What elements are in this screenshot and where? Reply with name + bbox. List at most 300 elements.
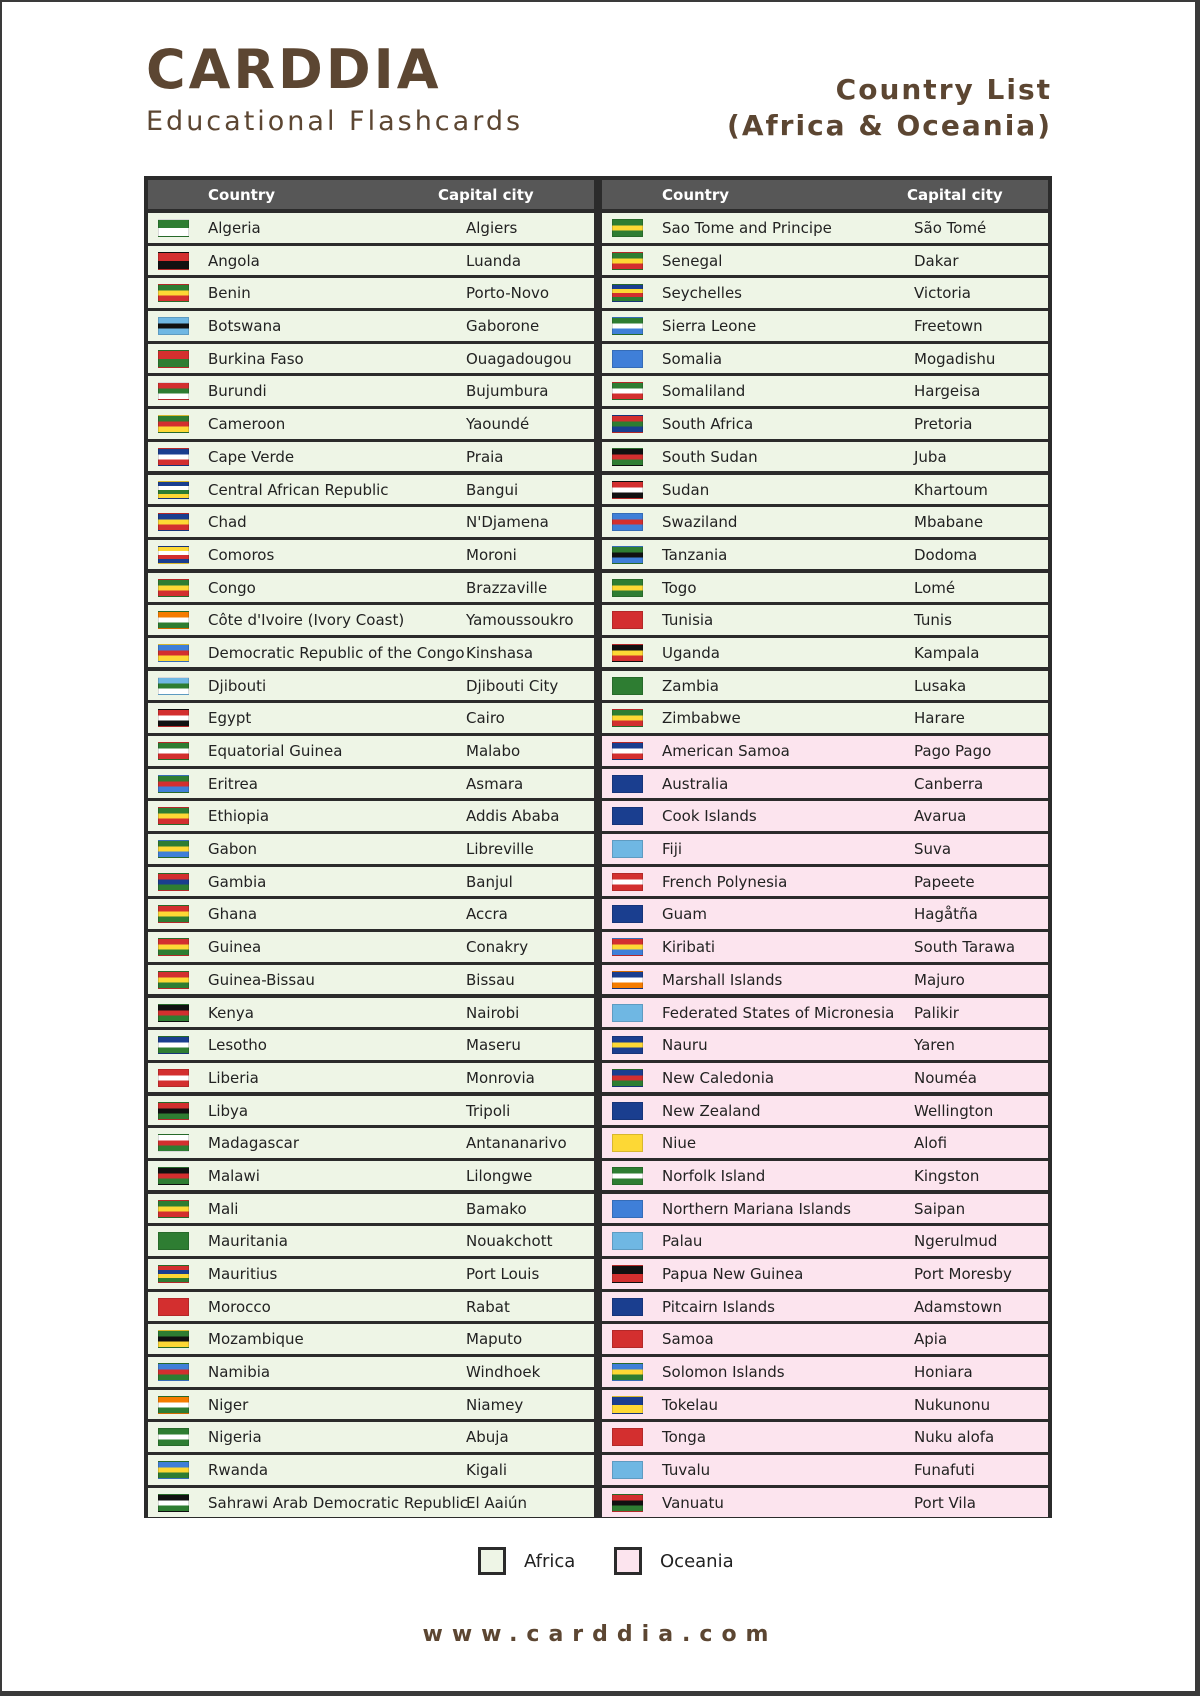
country-name: Northern Mariana Islands <box>662 1199 851 1218</box>
capital-city: Adamstown <box>914 1297 1002 1316</box>
title-line-1: Country List <box>835 73 1052 106</box>
flag-icon <box>158 644 189 662</box>
country-name: Namibia <box>208 1363 271 1382</box>
table-row <box>148 311 594 341</box>
table-row <box>148 507 594 537</box>
capital-city: Kinshasa <box>466 643 534 662</box>
capital-city: Dakar <box>914 251 959 270</box>
capital-city: Port Moresby <box>914 1265 1012 1283</box>
flag-icon <box>158 252 189 270</box>
flag-icon <box>158 1102 189 1120</box>
table-column-right <box>602 180 1048 1521</box>
flag-icon <box>612 1102 643 1120</box>
country-name: Botswana <box>208 317 282 336</box>
capital-city: Pago Pago <box>914 742 992 760</box>
country-name: Norfolk Island <box>662 1166 766 1185</box>
capital-city: Funafuti <box>914 1461 975 1480</box>
country-name: South Africa <box>662 415 754 434</box>
table-row <box>602 932 1048 962</box>
flag-icon <box>158 546 189 564</box>
country-name: Democratic Republic of the Congo <box>208 643 465 662</box>
table-row <box>602 1259 1048 1289</box>
flag-icon <box>612 252 643 270</box>
table-row <box>148 899 594 929</box>
capital-city: Kampala <box>914 643 980 662</box>
flag-icon <box>612 775 643 793</box>
flag-icon <box>612 481 643 499</box>
country-name: Chad <box>208 513 247 532</box>
country-name: Mauritania <box>208 1232 288 1251</box>
capital-city: Hargeisa <box>914 382 981 401</box>
country-name: Somalia <box>662 349 723 368</box>
country-name: Guinea <box>208 938 262 957</box>
flag-icon <box>612 1200 643 1218</box>
capital-city: Monrovia <box>466 1068 535 1087</box>
country-name: Zambia <box>662 676 719 695</box>
table-row <box>602 278 1048 308</box>
capital-city: Moroni <box>466 545 517 564</box>
legend-swatch-africa <box>478 1547 506 1575</box>
country-name: Guinea-Bissau <box>208 970 315 989</box>
capital-city: Bamako <box>466 1199 527 1218</box>
flag-icon <box>612 415 643 433</box>
country-name: New Caledonia <box>662 1068 775 1087</box>
flag-icon <box>158 1265 189 1283</box>
table-row <box>148 932 594 962</box>
flag-icon <box>612 284 643 302</box>
flag-icon <box>612 219 643 237</box>
capital-city: Malabo <box>466 742 521 760</box>
capital-city: Nuku alofa <box>914 1428 995 1447</box>
table-row <box>148 1357 594 1387</box>
country-name: South Sudan <box>662 447 758 466</box>
country-name: Seychelles <box>662 284 742 303</box>
header-capital: Capital city <box>438 186 534 204</box>
capital-city: Antananarivo <box>466 1134 567 1153</box>
table-row <box>602 344 1048 374</box>
flag-icon <box>612 382 643 400</box>
table-row <box>602 1324 1048 1354</box>
flag-icon <box>158 1069 189 1087</box>
country-name: Sierra Leone <box>662 317 757 336</box>
table-row <box>602 1455 1048 1485</box>
country-name: Gambia <box>208 872 267 891</box>
country-name: Cape Verde <box>208 447 295 466</box>
country-name: Papua New Guinea <box>662 1265 804 1283</box>
capital-city: Yaren <box>914 1036 955 1055</box>
capital-city: El Aaiún <box>466 1493 528 1512</box>
table-row <box>602 1030 1048 1060</box>
country-name: Pitcairn Islands <box>662 1297 775 1316</box>
table-row <box>602 1226 1048 1256</box>
flag-icon <box>158 1396 189 1414</box>
table-row <box>602 998 1048 1028</box>
country-name: Mozambique <box>208 1330 304 1349</box>
flag-icon <box>158 1330 189 1348</box>
table-row <box>602 638 1048 668</box>
country-name: Samoa <box>662 1330 714 1349</box>
header-country: Country <box>662 186 730 204</box>
capital-city: South Tarawa <box>914 938 1016 957</box>
capital-city: N'Djamena <box>466 513 549 532</box>
flag-icon <box>158 873 189 891</box>
flag-icon <box>158 382 189 400</box>
table-row <box>148 1422 594 1452</box>
country-name: Tanzania <box>662 545 728 564</box>
flag-icon <box>612 742 643 760</box>
capital-city: Nouméa <box>914 1068 977 1087</box>
flag-icon <box>612 513 643 531</box>
table-row <box>148 867 594 897</box>
capital-city: Lusaka <box>914 676 967 695</box>
country-name: Sao Tome and Principe <box>662 219 832 237</box>
table-row <box>602 1292 1048 1322</box>
country-name: Gabon <box>208 840 258 859</box>
table-row <box>148 1226 594 1256</box>
table-row <box>148 638 594 668</box>
capital-city: Luanda <box>466 251 522 270</box>
country-name: Fiji <box>662 840 683 859</box>
country-name: Federated States of Micronesia <box>662 1003 895 1022</box>
capital-city: Maseru <box>466 1036 521 1055</box>
capital-city: Windhoek <box>466 1363 541 1382</box>
flag-icon <box>612 938 643 956</box>
flag-icon <box>158 1494 189 1512</box>
country-name: Libya <box>208 1101 249 1120</box>
flag-icon <box>612 1461 643 1479</box>
brand-logo <box>146 40 523 137</box>
table-row <box>602 671 1048 701</box>
header-country: Country <box>208 186 276 204</box>
country-name: Egypt <box>208 709 252 728</box>
table-row <box>602 376 1048 406</box>
capital-city: Kigali <box>466 1461 508 1480</box>
capital-city: Bangui <box>466 480 519 499</box>
country-name: Eritrea <box>208 774 258 793</box>
table-row <box>148 1161 594 1191</box>
flag-icon <box>158 775 189 793</box>
capital-city: São Tomé <box>914 219 987 237</box>
capital-city: Hagåtña <box>914 905 978 924</box>
flag-icon <box>612 1265 643 1283</box>
header-capital: Capital city <box>907 186 1003 204</box>
table-row <box>148 540 594 570</box>
flag-icon <box>612 350 643 368</box>
legend-label-oceania: Oceania <box>660 1551 734 1572</box>
country-table <box>144 176 1052 1518</box>
flag-icon <box>158 1200 189 1218</box>
flag-icon <box>612 579 643 597</box>
country-name: Congo <box>208 578 256 597</box>
flag-icon <box>612 840 643 858</box>
flag-icon <box>612 971 643 989</box>
table-row <box>602 899 1048 929</box>
table-row <box>602 769 1048 799</box>
flag-icon <box>612 905 643 923</box>
flag-icon <box>158 317 189 335</box>
capital-city: Nukunonu <box>914 1395 991 1414</box>
flag-icon <box>158 938 189 956</box>
table-row <box>148 1063 594 1093</box>
country-name: Rwanda <box>208 1461 269 1480</box>
country-name: Morocco <box>208 1297 271 1316</box>
capital-city: Palikir <box>914 1003 959 1022</box>
country-name: Algeria <box>208 219 261 237</box>
table-row <box>148 376 594 406</box>
flag-icon <box>612 448 643 466</box>
flag-icon <box>612 1167 643 1185</box>
country-name: Comoros <box>208 545 275 564</box>
country-name: Swaziland <box>662 513 738 532</box>
legend-swatch-oceania <box>614 1547 642 1575</box>
country-name: Australia <box>662 774 729 793</box>
table-row <box>602 1422 1048 1452</box>
country-name: Angola <box>208 251 260 270</box>
table-row <box>148 605 594 635</box>
country-name: Madagascar <box>208 1134 299 1153</box>
capital-city: Gaborone <box>466 317 540 336</box>
table-row <box>602 1161 1048 1191</box>
capital-city: Abuja <box>466 1428 509 1447</box>
flag-icon <box>612 317 643 335</box>
flag-icon <box>612 546 643 564</box>
country-name: Vanuatu <box>662 1493 724 1512</box>
country-name: American Samoa <box>662 742 790 760</box>
table-row <box>148 1030 594 1060</box>
country-name: Nauru <box>662 1036 708 1055</box>
capital-city: Port Vila <box>914 1493 976 1512</box>
country-name: Cook Islands <box>662 807 757 826</box>
country-name: Kiribati <box>662 938 716 957</box>
flag-icon <box>612 873 643 891</box>
country-name: Equatorial Guinea <box>208 742 343 760</box>
country-name: Tokelau <box>662 1395 719 1414</box>
table-row <box>602 507 1048 537</box>
title-line-2: (Africa & Oceania) <box>727 109 1052 142</box>
capital-city: Port Louis <box>466 1265 540 1283</box>
table-row <box>148 965 594 995</box>
country-name: Tonga <box>662 1428 707 1447</box>
country-name: Cameroon <box>208 415 286 434</box>
table-row <box>602 409 1048 439</box>
country-name: Ghana <box>208 905 258 924</box>
flag-icon <box>612 1036 643 1054</box>
flag-icon <box>612 1494 643 1512</box>
country-name: Uganda <box>662 643 720 662</box>
country-name: Burkina Faso <box>208 349 304 368</box>
table-row <box>148 246 594 276</box>
table-row <box>148 1096 594 1126</box>
flag-icon <box>158 840 189 858</box>
table-row <box>148 1324 594 1354</box>
table-row <box>602 1194 1048 1224</box>
capital-city: Juba <box>914 447 947 466</box>
capital-city: Niamey <box>466 1395 524 1414</box>
country-name: Malawi <box>208 1166 260 1185</box>
flag-icon <box>158 742 189 760</box>
table-row <box>602 703 1048 733</box>
capital-city: Djibouti City <box>466 676 559 695</box>
country-name: Senegal <box>662 251 723 270</box>
table-row <box>148 801 594 831</box>
country-name: Solomon Islands <box>662 1363 785 1382</box>
legend-label-africa: Africa <box>524 1551 576 1572</box>
country-name: Côte d'Ivoire (Ivory Coast) <box>208 611 405 630</box>
table-row <box>148 213 594 243</box>
flag-icon <box>158 1036 189 1054</box>
capital-city: Mbabane <box>914 513 984 532</box>
capital-city: Suva <box>914 840 952 859</box>
capital-city: Freetown <box>914 317 983 336</box>
capital-city: Victoria <box>914 284 971 303</box>
table-row <box>148 736 594 766</box>
capital-city: Maputo <box>466 1330 523 1349</box>
table-row <box>148 1194 594 1224</box>
table-row <box>148 1390 594 1420</box>
table-row <box>602 1096 1048 1126</box>
flag-icon <box>612 1396 643 1414</box>
table-row <box>602 1063 1048 1093</box>
capital-city: Rabat <box>466 1297 510 1316</box>
capital-city: Accra <box>466 905 508 924</box>
table-row <box>148 671 594 701</box>
flag-icon <box>612 1428 643 1446</box>
country-name: New Zealand <box>662 1101 761 1120</box>
capital-city: Papeete <box>914 872 975 891</box>
capital-city: Yamoussoukro <box>466 611 574 630</box>
flag-icon <box>158 611 189 629</box>
flag-icon <box>612 1363 643 1381</box>
table-row <box>602 213 1048 243</box>
country-name: Djibouti <box>208 676 267 695</box>
capital-city: Honiara <box>914 1363 973 1382</box>
capital-city: Saipan <box>914 1199 966 1218</box>
table-row <box>148 409 594 439</box>
table-column-left <box>148 180 594 1521</box>
capital-city: Bujumbura <box>466 382 549 401</box>
capital-city: Tripoli <box>466 1101 511 1120</box>
table-row <box>602 540 1048 570</box>
table-row <box>602 1488 1048 1518</box>
logo-tagline: Educational Flashcards <box>146 106 524 137</box>
table-row <box>602 246 1048 276</box>
table-row <box>602 475 1048 505</box>
flag-icon <box>612 1134 643 1152</box>
flag-icon <box>158 513 189 531</box>
flag-icon <box>158 1134 189 1152</box>
flag-icon <box>158 1004 189 1022</box>
capital-city: Bissau <box>466 970 515 989</box>
capital-city: Yaoundé <box>466 415 530 434</box>
flag-icon <box>612 644 643 662</box>
country-name: Niue <box>662 1134 697 1153</box>
flag-icon <box>158 677 189 695</box>
flag-icon <box>612 1298 643 1316</box>
logo-wordmark: CARDDIA <box>146 38 442 101</box>
capital-city: Harare <box>914 709 965 728</box>
flag-icon <box>158 1428 189 1446</box>
country-name: Guam <box>662 905 707 924</box>
country-name: Togo <box>662 578 697 597</box>
table-row <box>602 1128 1048 1158</box>
country-name: Sahrawi Arab Democratic Republic <box>208 1493 469 1512</box>
capital-city: Libreville <box>466 840 534 859</box>
table-header <box>602 180 1048 209</box>
country-name: Nigeria <box>208 1428 262 1447</box>
country-name: Tunisia <box>662 611 714 630</box>
flag-icon <box>612 1232 643 1250</box>
table-row <box>148 834 594 864</box>
table-row <box>148 442 594 472</box>
table-row <box>602 801 1048 831</box>
page-title <box>727 72 1052 144</box>
capital-city: Ouagadougou <box>466 349 572 368</box>
flag-icon <box>158 350 189 368</box>
capital-city: Avarua <box>914 807 967 826</box>
table-row <box>148 475 594 505</box>
flag-icon <box>612 807 643 825</box>
table-row <box>602 867 1048 897</box>
capital-city: Lomé <box>914 578 956 597</box>
country-name: Liberia <box>208 1068 259 1087</box>
country-name: Zimbabwe <box>662 709 741 728</box>
table-row <box>602 736 1048 766</box>
flag-icon <box>158 905 189 923</box>
table-row <box>148 1292 594 1322</box>
flag-icon <box>158 481 189 499</box>
flag-icon <box>158 1232 189 1250</box>
table-row <box>148 1488 594 1518</box>
table-row <box>602 965 1048 995</box>
capital-city: Pretoria <box>914 415 973 434</box>
flag-icon <box>612 709 643 727</box>
table-row <box>602 573 1048 603</box>
capital-city: Addis Ababa <box>466 807 560 826</box>
flag-icon <box>612 1069 643 1087</box>
country-name: Mali <box>208 1199 239 1218</box>
flag-icon <box>158 415 189 433</box>
flag-icon <box>612 677 643 695</box>
table-row <box>602 311 1048 341</box>
capital-city: Banjul <box>466 872 513 891</box>
capital-city: Brazzaville <box>466 578 548 597</box>
country-name: Marshall Islands <box>662 970 783 989</box>
country-name: Central African Republic <box>208 480 389 499</box>
capital-city: Praia <box>466 447 504 466</box>
table-row <box>148 344 594 374</box>
country-name: Lesotho <box>208 1036 267 1055</box>
capital-city: Porto-Novo <box>466 284 550 303</box>
table-row <box>148 1455 594 1485</box>
capital-city: Tunis <box>914 611 952 630</box>
country-name: Palau <box>662 1232 703 1251</box>
capital-city: Wellington <box>914 1101 994 1120</box>
table-row <box>602 834 1048 864</box>
country-name: Mauritius <box>208 1265 278 1283</box>
flag-icon <box>158 807 189 825</box>
table-row <box>148 998 594 1028</box>
flag-icon <box>158 971 189 989</box>
flag-icon <box>158 1461 189 1479</box>
table-row <box>602 1357 1048 1387</box>
country-name: Tuvalu <box>662 1461 711 1480</box>
country-name: Sudan <box>662 480 710 499</box>
country-name: Ethiopia <box>208 807 270 826</box>
capital-city: Kingston <box>914 1166 980 1185</box>
flag-icon <box>158 448 189 466</box>
table-row <box>602 442 1048 472</box>
capital-city: Apia <box>914 1330 948 1349</box>
